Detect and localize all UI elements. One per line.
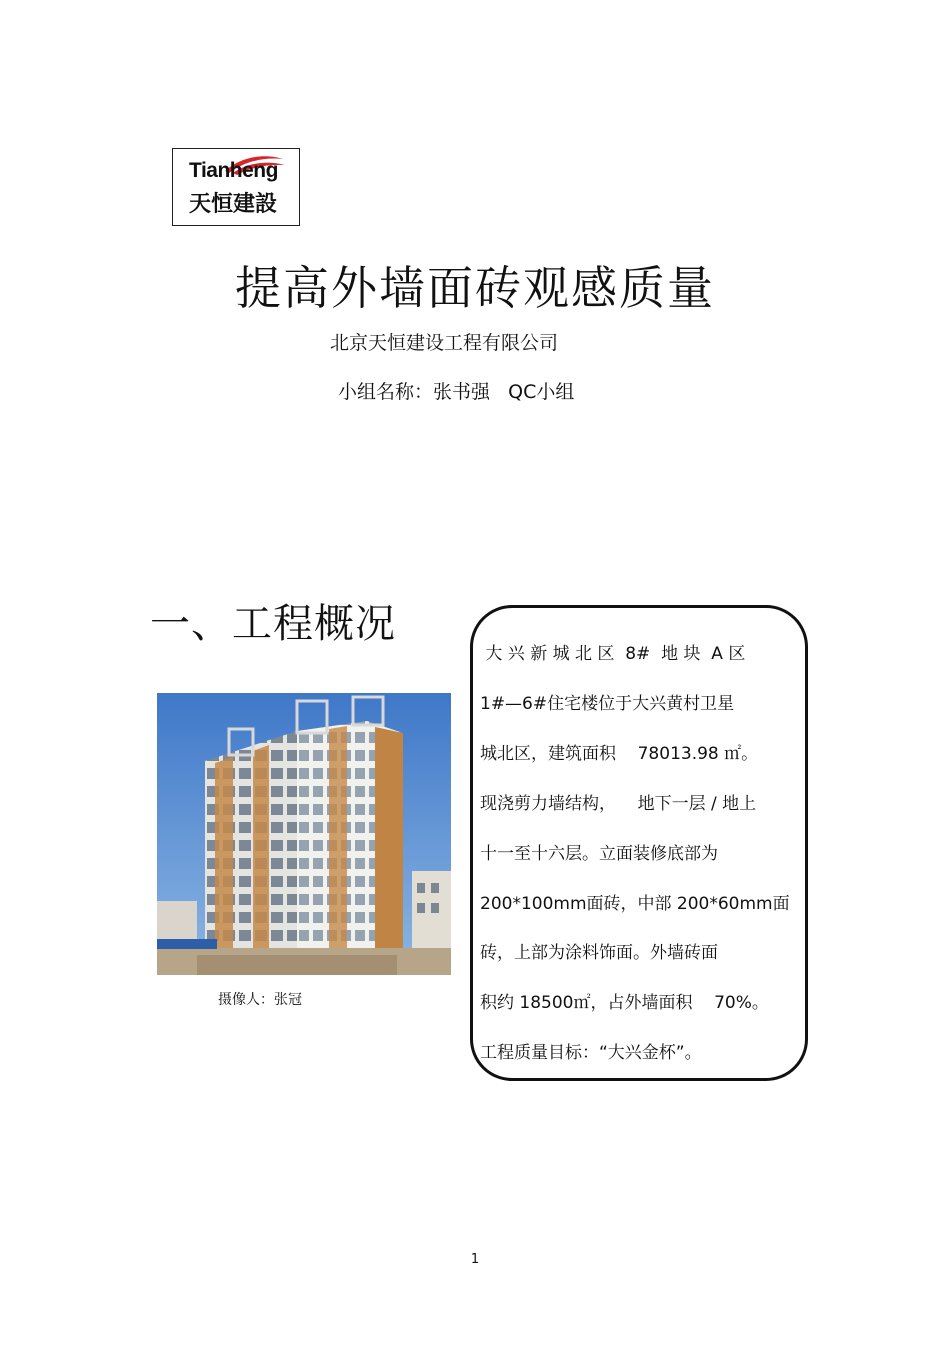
logo-brand-cn: 天恒建設 [189, 192, 278, 217]
info-line: 工程质量目标：“大兴金杯”。 [480, 1043, 702, 1063]
page-number: 1 [470, 1252, 480, 1267]
company-name: 北京天恒建设工程有限公司 [330, 332, 559, 354]
info-line: 城北区，建筑面积 78013.98 ㎡。 [480, 744, 759, 764]
group-name: 小组名称：张书强 QC小组 [338, 381, 575, 403]
info-line: 1#—6#住宅楼位于大兴黄村卫星 [480, 694, 735, 714]
info-line: 现浇剪力墙结构， 地下一层 / 地上 [480, 794, 757, 814]
photo-caption: 摄像人：张冠 [218, 992, 302, 1008]
building-photo [157, 693, 451, 975]
company-logo [172, 148, 300, 226]
section-heading: 一、工程概况 [150, 601, 396, 647]
info-line: 十一至十六层。立面装修底部为 [480, 844, 718, 864]
logo-brand-en: Tianheng [189, 159, 278, 182]
info-line: 200*100mm面砖，中部 200*60mm面 [480, 894, 790, 914]
page-title: 提高外墙面砖观感质量 [235, 261, 715, 315]
info-line: 砖，上部为涂料饰面。外墙砖面 [480, 943, 718, 963]
info-line: 积约 18500㎡，占外墙面积 70%。 [480, 993, 769, 1013]
info-line: 大 兴 新 城 北 区 8# 地 块 A 区 [480, 644, 746, 664]
